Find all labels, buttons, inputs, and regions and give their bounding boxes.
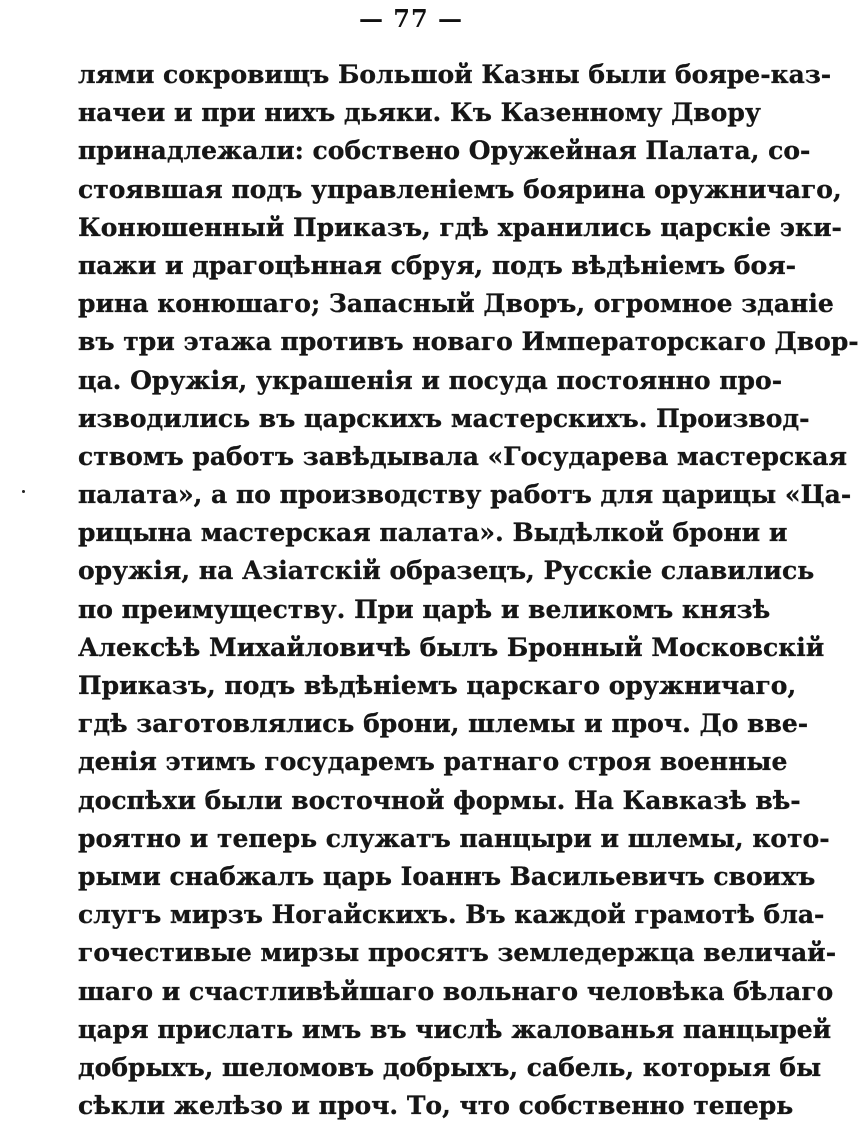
text-line: гдѣ заготовлялись брони, шлемы и проч. До вве-: [78, 709, 809, 739]
text-line: гочестивые мирзы просятъ земледержца величай-: [78, 938, 837, 968]
text-line: въ три этажа противъ новаго Императорскаго Двор-: [78, 327, 859, 357]
text-line: рыми снабжалъ царь Іоаннъ Васильевичъ своихъ: [78, 861, 816, 891]
text-line: Конюшенный Приказъ, гдѣ хранились царскіе эки-: [78, 212, 842, 242]
text-line: царя прислать имъ въ числѣ жалованья панцырей: [78, 1014, 832, 1044]
text-line: оружія, на Азіатскій образецъ, Русскіе славились: [78, 556, 815, 586]
text-line: по преимуществу. При царѣ и великомъ князѣ: [78, 594, 771, 624]
text-line: денія этимъ государемъ ратнаго строя военные: [78, 747, 788, 777]
text-line: рина конюшаго; Запасный Дворъ, огромное зданіе: [78, 289, 834, 319]
text-line: стоявшая подъ управленіемъ боярина оружничаго,: [78, 174, 842, 204]
text-line: роятно и теперь служатъ панцыри и шлемы, кото-: [78, 823, 830, 853]
text-line: слугъ мирзъ Ногайскихъ. Въ каждой грамотѣ бла-: [78, 900, 825, 930]
text-line: Алексѣѣ Михайловичѣ былъ Бронный Московскій: [78, 632, 825, 662]
text-line: шаго и счастливѣйшаго вольнаго человѣка бѣлаго: [78, 976, 834, 1006]
page-number: — 77 —: [358, 4, 464, 33]
text-line: начеи и при нихъ дьяки. Къ Казенному Двору: [78, 98, 761, 128]
text-line: палата», а по производству работъ для царицы «Ца-: [78, 480, 852, 510]
text-line: ствомъ работъ завѣдывала «Государева мастерская: [78, 441, 847, 471]
text-line: добрыхъ, шеломовъ добрыхъ, сабель, которыя бы: [78, 1052, 822, 1082]
text-line: доспѣхи были восточной формы. На Кавказѣ вѣ-: [78, 785, 801, 815]
text-line: лями сокровищъ Большой Казны были бояре-каз-: [78, 60, 832, 89]
text-line: сѣкли желѣзо и проч. То, что собственно теперь: [78, 1091, 794, 1121]
text-line: рицына мастерская палата». Выдѣлкой брони и: [78, 518, 788, 548]
text-line: изводились въ царскихъ мастерскихъ. Производ-: [78, 403, 810, 433]
scan-speck: [22, 490, 25, 493]
body-text: [78, 56, 859, 1125]
text-line: пажи и драгоцѣнная сбруя, подъ вѣдѣніемъ боя-: [78, 250, 797, 280]
text-line: ца. Оружія, украшенія и посуда постоянно про-: [78, 365, 783, 395]
text-line: Приказъ, подъ вѣдѣніемъ царскаго оружничаго,: [78, 671, 797, 700]
text-line: принадлежали: собствено Оружейная Палата, со-: [78, 136, 811, 166]
